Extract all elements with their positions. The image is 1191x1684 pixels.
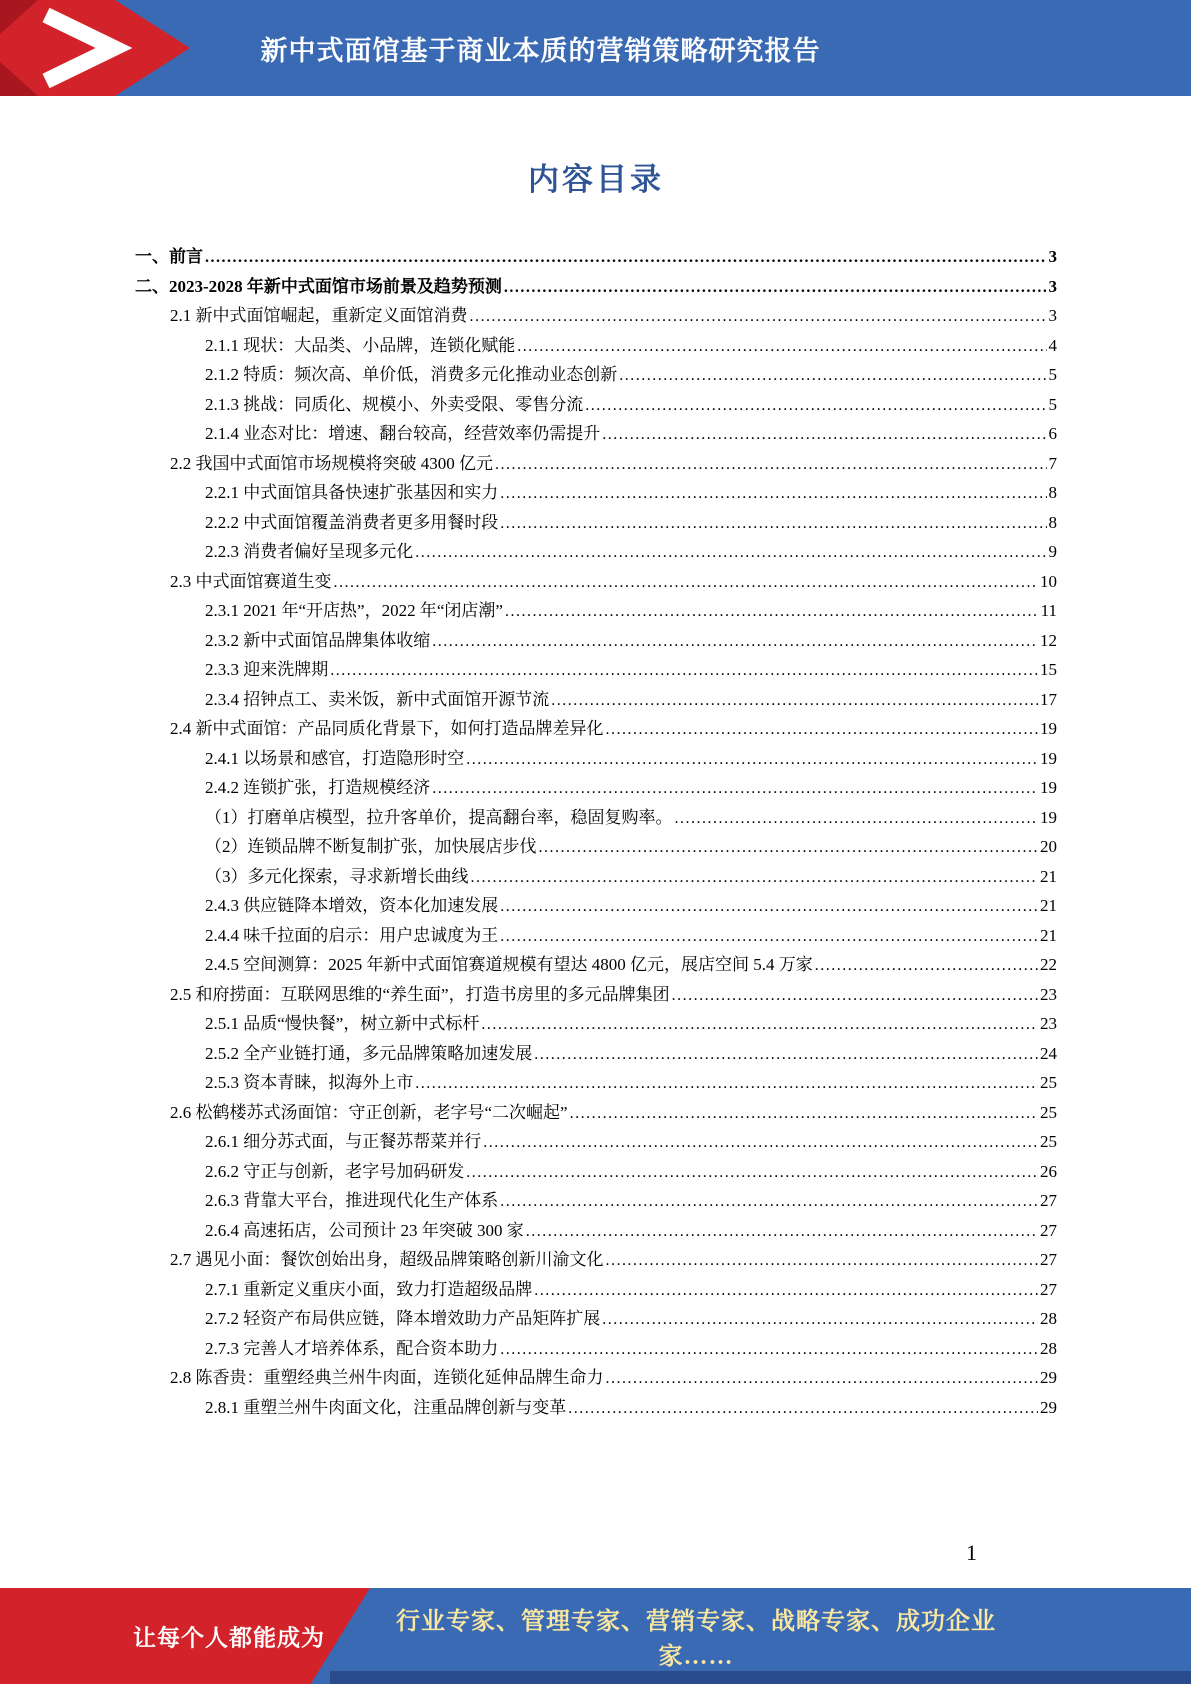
toc-entry-text: 2.2.1 中式面馆具备快速扩张基因和实力 xyxy=(205,483,499,502)
toc-leader-dots xyxy=(500,479,1046,509)
toc-entry[interactable] xyxy=(135,420,1057,450)
toc-entry-text: 2.3 中式面馆赛道生变 xyxy=(170,571,332,591)
header-title-wrap xyxy=(0,0,1081,96)
toc-entry-page: 8 xyxy=(1048,483,1057,502)
toc-entry-page: 20 xyxy=(1040,837,1057,856)
toc-entry-text: 2.2 我国中式面馆市场规模将突破 4300 亿元 xyxy=(170,453,493,473)
toc-entry-text: 2.1.1 现状：大品类、小品牌，连锁化赋能 xyxy=(205,335,516,355)
toc-leader-dots xyxy=(568,1394,1038,1424)
toc-entry-text: （3）多元化探索，寻求新增长曲线 xyxy=(205,866,469,886)
toc-entry-page: 11 xyxy=(1040,601,1057,620)
toc-entry[interactable] xyxy=(135,1158,1057,1188)
toc-entry-page: 3 xyxy=(1048,247,1057,266)
toc-leader-dots xyxy=(500,509,1046,539)
toc-entry-text: 2.5.1 品质“慢快餐”，树立新中式标杆 xyxy=(205,1014,480,1033)
toc-leader-dots xyxy=(606,1364,1039,1394)
toc-entry-text: 2.6.4 高速拓店，公司预计 23 年突破 300 家 xyxy=(205,1220,524,1240)
toc-entry[interactable] xyxy=(135,1364,1057,1394)
toc-entry-page: 28 xyxy=(1040,1338,1057,1358)
toc-entry-page: 8 xyxy=(1048,512,1057,532)
toc-entry-page: 22 xyxy=(1040,955,1057,974)
toc-entry-text: 2.4.2 连锁扩张，打造规模经济 xyxy=(205,778,431,797)
toc-leader-dots xyxy=(619,361,1046,391)
toc-entry[interactable] xyxy=(135,951,1057,981)
toc-entry[interactable] xyxy=(135,1128,1057,1158)
toc-entry-page: 27 xyxy=(1040,1220,1057,1240)
toc-entry[interactable] xyxy=(135,686,1057,716)
toc-leader-dots xyxy=(551,686,1038,716)
toc-leader-dots xyxy=(675,804,1039,834)
toc-entry[interactable] xyxy=(135,833,1057,863)
toc-entry[interactable] xyxy=(135,1335,1057,1365)
toc-entry-text: 2.2.2 中式面馆覆盖消费者更多用餐时段 xyxy=(205,512,499,532)
toc-list xyxy=(135,243,1057,1423)
toc-entry-text: 2.7.3 完善人才培养体系，配合资本助力 xyxy=(205,1338,499,1358)
toc-entry-text: （1）打磨单店模型，拉升客单价，提高翻台率，稳固复购率。 xyxy=(205,807,673,827)
toc-leader-dots xyxy=(205,243,1047,273)
toc-entry-page: 7 xyxy=(1048,453,1057,473)
toc-entry-page: 25 xyxy=(1040,1073,1057,1092)
footer-banner xyxy=(0,1588,1191,1684)
toc-entry[interactable] xyxy=(135,361,1057,391)
toc-leader-dots xyxy=(500,1187,1038,1217)
toc-entry-text: 2.1 新中式面馆崛起，重新定义面馆消费 xyxy=(170,306,468,325)
toc-entry-text: 2.3.1 2021 年“开店热”，2022 年“闭店潮” xyxy=(205,601,503,620)
toc-entry-text: 2.8 陈香贵：重塑经典兰州牛肉面，连锁化延伸品牌生命力 xyxy=(170,1368,604,1387)
toc-entry-text: （2）连锁品牌不断复制扩张，加快展店步伐 xyxy=(205,837,537,856)
toc-entry[interactable] xyxy=(135,1069,1057,1099)
toc-entry-text: 2.1.3 挑战：同质化、规模小、外卖受限、零售分流 xyxy=(205,394,584,414)
toc-entry-text: 2.6.1 细分苏式面，与正餐苏帮菜并行 xyxy=(205,1132,482,1151)
header-banner xyxy=(0,0,1191,96)
toc-entry-page: 3 xyxy=(1048,276,1057,296)
toc-entry[interactable] xyxy=(135,450,1057,480)
toc-entry-page: 10 xyxy=(1040,571,1057,591)
toc-entry[interactable] xyxy=(135,538,1057,568)
toc-entry-page: 17 xyxy=(1040,689,1057,709)
toc-entry-text: 2.1.2 特质：频次高、单价低，消费多元化推动业态创新 xyxy=(205,365,618,384)
toc-entry-page: 5 xyxy=(1048,394,1057,414)
toc-entry[interactable] xyxy=(135,1187,1057,1217)
toc-leader-dots xyxy=(470,302,1047,332)
toc-leader-dots xyxy=(415,538,1046,568)
toc-entry[interactable] xyxy=(135,981,1057,1011)
page-number: 1 xyxy=(966,1540,977,1565)
toc-leader-dots xyxy=(481,1010,1038,1040)
toc-entry-text: 2.4.5 空间测算：2025 年新中式面馆赛道规模有望达 4800 亿元，展店空间 5.4 万家 xyxy=(205,955,813,974)
toc-leader-dots xyxy=(504,273,1047,303)
toc-entry[interactable] xyxy=(135,1099,1057,1129)
toc-entry-page: 19 xyxy=(1040,719,1057,738)
toc-entry-page: 27 xyxy=(1040,1279,1057,1299)
toc-entry[interactable] xyxy=(135,774,1057,804)
toc-leader-dots xyxy=(539,833,1039,863)
toc-leader-dots xyxy=(570,1099,1038,1129)
toc-entry-page: 19 xyxy=(1040,778,1057,797)
toc-entry-text: 2.7.2 轻资产布局供应链，降本增效助力产品矩阵扩展 xyxy=(205,1309,601,1328)
toc-entry-page: 26 xyxy=(1040,1161,1057,1181)
toc-leader-dots xyxy=(606,715,1039,745)
toc-leader-dots xyxy=(500,1335,1038,1365)
toc-entry-text: 2.3.4 招钟点工、卖米饭，新中式面馆开源节流 xyxy=(205,689,550,709)
toc-leader-dots xyxy=(415,1069,1038,1099)
toc-entry-text: 2.7.1 重新定义重庆小面，致力打造超级品牌 xyxy=(205,1279,533,1299)
toc-leader-dots xyxy=(526,1217,1038,1247)
toc-title: 内容目录 xyxy=(528,162,664,197)
toc-entry[interactable] xyxy=(135,892,1057,922)
toc-entry-page: 28 xyxy=(1040,1309,1057,1328)
toc-entry[interactable] xyxy=(135,302,1057,332)
toc-leader-dots xyxy=(534,1276,1038,1306)
toc-leader-dots xyxy=(672,981,1038,1011)
toc-leader-dots xyxy=(466,745,1038,775)
toc-entry-page: 27 xyxy=(1040,1191,1057,1210)
toc-entry[interactable] xyxy=(135,273,1057,303)
toc-entry[interactable] xyxy=(135,597,1057,627)
toc-entry[interactable] xyxy=(135,1394,1057,1424)
toc-entry-page: 29 xyxy=(1040,1397,1057,1417)
toc-leader-dots xyxy=(432,627,1038,657)
toc-entry-text: 2.3.3 迎来洗牌期 xyxy=(205,660,329,679)
toc-entry-page: 15 xyxy=(1040,660,1057,679)
toc-leader-dots xyxy=(602,420,1046,450)
toc-leader-dots xyxy=(500,892,1038,922)
toc-entry[interactable] xyxy=(135,1010,1057,1040)
toc-entry-page: 21 xyxy=(1040,866,1057,886)
toc-leader-dots xyxy=(585,391,1046,421)
toc-entry-text: 2.7 遇见小面：餐饮创始出身，超级品牌策略创新川渝文化 xyxy=(170,1250,604,1269)
toc-entry[interactable] xyxy=(135,391,1057,421)
toc-section xyxy=(0,96,1191,1423)
toc-entry-page: 4 xyxy=(1048,335,1057,355)
toc-entry-page: 29 xyxy=(1040,1368,1057,1387)
toc-leader-dots xyxy=(517,332,1046,362)
toc-entry-text: 2.5.2 全产业链打通，多元品牌策略加速发展 xyxy=(205,1043,533,1063)
toc-entry-page: 19 xyxy=(1040,748,1057,768)
toc-entry-text: 2.6.2 守正与创新，老字号加码研发 xyxy=(205,1161,465,1181)
toc-entry-text: 2.4 新中式面馆：产品同质化背景下，如何打造品牌差异化 xyxy=(170,719,604,738)
toc-entry-text: 2.2.3 消费者偏好呈现多元化 xyxy=(205,542,414,561)
toc-entry-text: 2.1.4 业态对比：增速、翻台较高，经营效率仍需提升 xyxy=(205,424,601,443)
toc-entry[interactable] xyxy=(135,1217,1057,1247)
report-title: 新中式面馆基于商业本质的营销策略研究报告 xyxy=(260,35,821,66)
toc-leader-dots xyxy=(505,597,1039,627)
toc-entry[interactable] xyxy=(135,863,1057,893)
toc-entry-page: 5 xyxy=(1048,365,1057,384)
toc-entry[interactable] xyxy=(135,922,1057,952)
toc-entry-text: 二、2023-2028 年新中式面馆市场前景及趋势预测 xyxy=(135,276,502,296)
toc-entry-text: 2.8.1 重塑兰州牛肉面文化，注重品牌创新与变革 xyxy=(205,1397,567,1417)
toc-entry-page: 27 xyxy=(1040,1250,1057,1269)
toc-entry-page: 19 xyxy=(1040,807,1057,827)
toc-leader-dots xyxy=(602,1305,1038,1335)
toc-entry[interactable] xyxy=(135,568,1057,598)
toc-entry-page: 25 xyxy=(1040,1132,1057,1151)
toc-leader-dots xyxy=(432,774,1038,804)
toc-entry[interactable] xyxy=(135,627,1057,657)
toc-entry-text: 2.5.3 资本青睐，拟海外上市 xyxy=(205,1073,414,1092)
toc-leader-dots xyxy=(330,656,1038,686)
toc-entry-page: 23 xyxy=(1040,1014,1057,1033)
footer-slogan-right: 行业专家、管理专家、营销专家、战略专家、成功企业家…… xyxy=(396,1609,996,1670)
toc-entry[interactable] xyxy=(135,745,1057,775)
toc-leader-dots xyxy=(534,1040,1038,1070)
toc-entry[interactable] xyxy=(135,1040,1057,1070)
toc-entry[interactable] xyxy=(135,1305,1057,1335)
toc-leader-dots xyxy=(471,863,1039,893)
toc-entry-text: 一、前言 xyxy=(135,247,203,266)
toc-entry-page: 25 xyxy=(1040,1102,1057,1122)
toc-entry-text: 2.5 和府捞面：互联网思维的“养生面”，打造书房里的多元品牌集团 xyxy=(170,984,670,1004)
toc-entry-text: 2.4.3 供应链降本增效，资本化加速发展 xyxy=(205,896,499,915)
toc-entry[interactable] xyxy=(135,243,1057,273)
toc-entry-text: 2.4.4 味千拉面的启示：用户忠诚度为王 xyxy=(205,925,499,945)
toc-entry-text: 2.3.2 新中式面馆品牌集体收缩 xyxy=(205,630,431,650)
toc-entry[interactable] xyxy=(135,1246,1057,1276)
toc-entry-page: 21 xyxy=(1040,925,1057,945)
toc-entry-page: 3 xyxy=(1048,306,1057,325)
toc-entry-page: 12 xyxy=(1040,630,1057,650)
toc-leader-dots xyxy=(606,1246,1039,1276)
toc-entry-page: 9 xyxy=(1048,542,1057,561)
toc-leader-dots xyxy=(495,450,1047,480)
toc-entry-page: 24 xyxy=(1040,1043,1057,1063)
toc-entry[interactable] xyxy=(135,332,1057,362)
toc-entry[interactable] xyxy=(135,479,1057,509)
toc-leader-dots xyxy=(500,922,1038,952)
toc-entry[interactable] xyxy=(135,509,1057,539)
toc-leader-dots xyxy=(466,1158,1038,1188)
toc-entry-page: 6 xyxy=(1048,424,1057,443)
toc-leader-dots xyxy=(483,1128,1038,1158)
toc-entry-text: 2.6.3 背靠大平台，推进现代化生产体系 xyxy=(205,1191,499,1210)
toc-entry[interactable] xyxy=(135,656,1057,686)
toc-entry-text: 2.6 松鹤楼苏式汤面馆：守正创新，老字号“二次崛起” xyxy=(170,1102,568,1122)
toc-entry[interactable] xyxy=(135,804,1057,834)
toc-leader-dots xyxy=(815,951,1038,981)
toc-entry[interactable] xyxy=(135,1276,1057,1306)
toc-entry-text: 2.4.1 以场景和感官，打造隐形时空 xyxy=(205,748,465,768)
footer-dark-strip xyxy=(330,1671,1191,1684)
toc-entry-page: 23 xyxy=(1040,984,1057,1004)
footer-slogan-left: 让每个人都能成为 xyxy=(133,1625,325,1651)
toc-entry-page: 21 xyxy=(1040,896,1057,915)
toc-entry[interactable] xyxy=(135,715,1057,745)
toc-leader-dots xyxy=(334,568,1039,598)
